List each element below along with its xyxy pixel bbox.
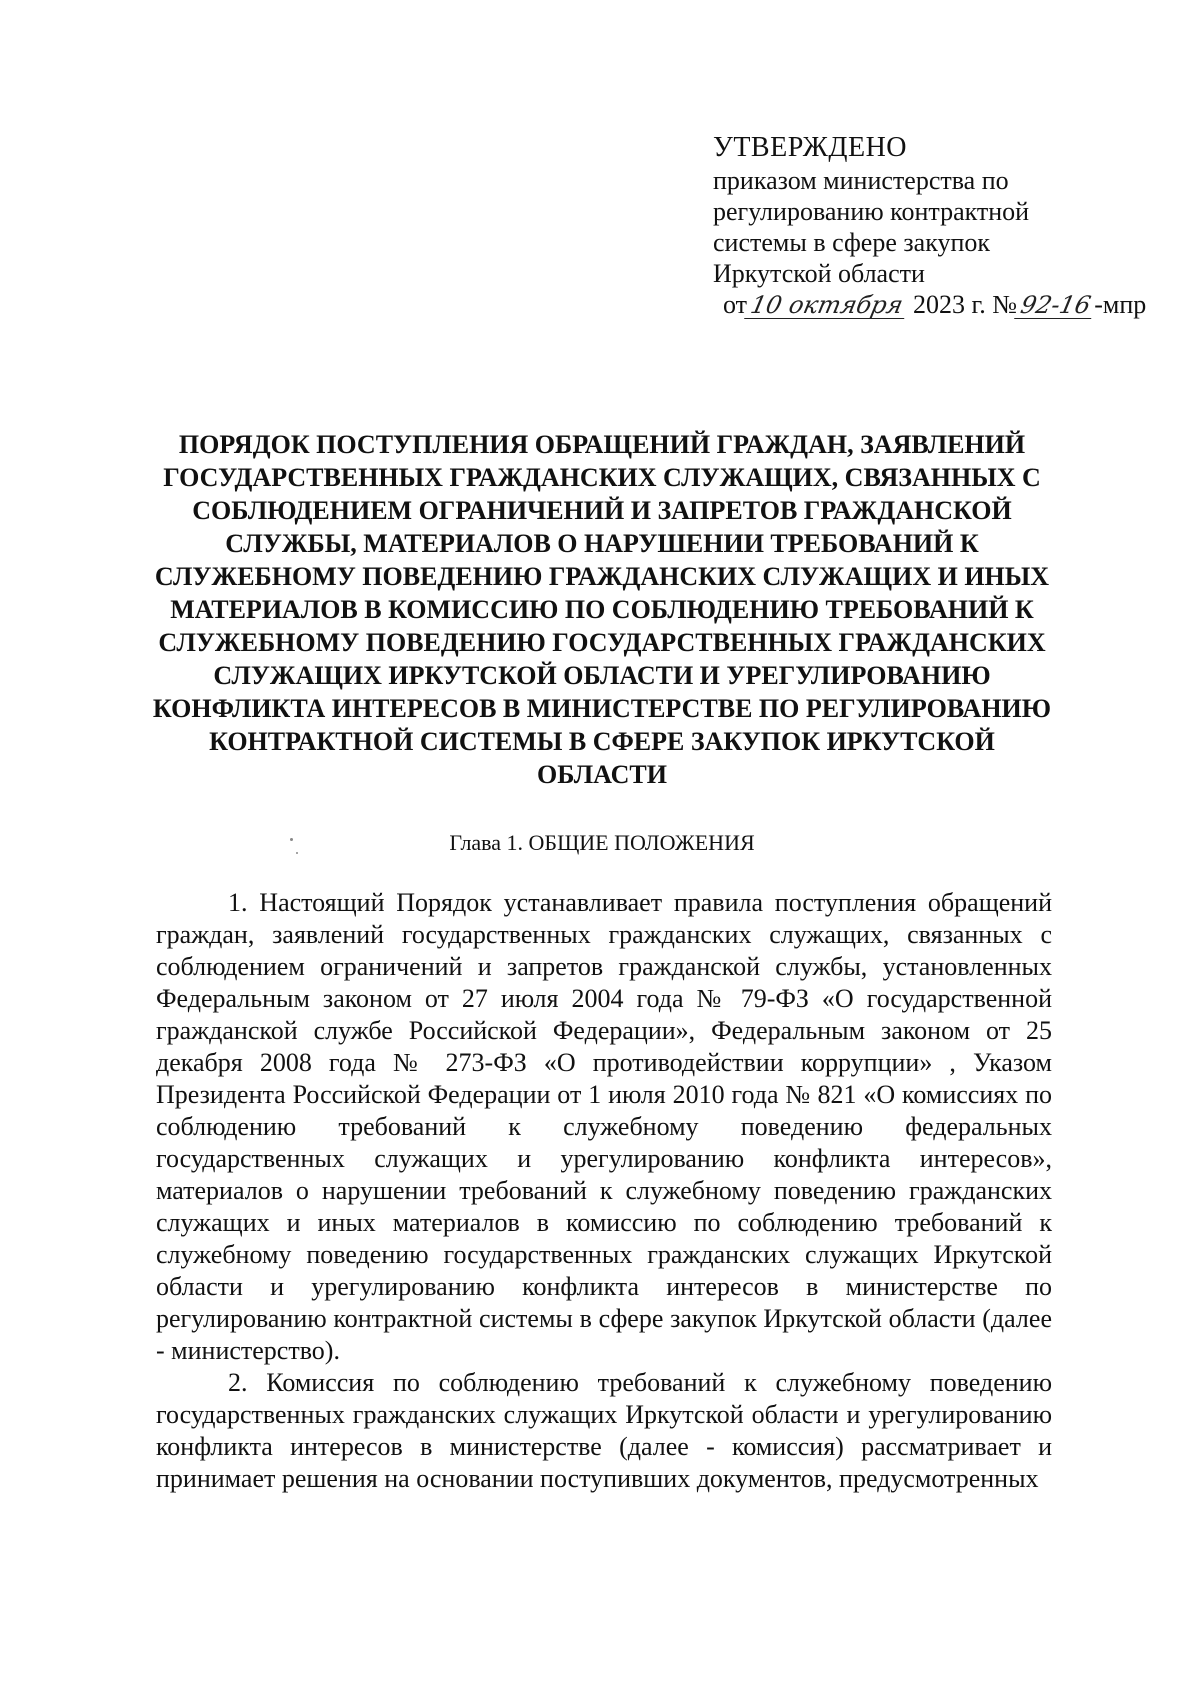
approval-line: Иркутской области: [713, 259, 925, 288]
approval-line: регулированию контрактной: [713, 197, 1030, 226]
handwritten-date: 10 октября: [744, 292, 909, 319]
paragraph: 1. Настоящий Порядок устанавливает правила поступления обращений граждан, заявлений государственных гражданских служащих, связанных с соблюдением ограничений и запретов гражданской службы, установленных Федеральным законом от 27 июля 2004 года № 79-ФЗ «О государственной гражданской службе Российской Федерации», Федеральным законом от 25 декабря 2008 года № 273-ФЗ «О противодействии коррупции» , Указом Президента Российской Федерации от 1 июля 2010 года № 821 «О комиссиях по соблюдению требований к служебному поведению федеральных государственных служащих и урегулированию конфликта интересов», материалов о нарушении требований к служебному поведению гражданских служащих и иных материалов в комиссию по соблюдению требований к служебному поведению государственных гражданских служащих Иркутской области и урегулированию конфликта интересов в министерстве по регулированию контрактной системы в сфере закупок Иркутской области (далее - министерство).: [156, 888, 1052, 1365]
number-suffix: -мпр: [1094, 290, 1147, 319]
year-text: 2023 г. №: [913, 290, 1018, 319]
date-prefix: от: [723, 290, 748, 319]
approval-line: системы в сфере закупок: [713, 228, 990, 257]
approval-block: [713, 132, 1153, 320]
document-title: ПОРЯДОК ПОСТУПЛЕНИЯ ОБРАЩЕНИЙ ГРАЖДАН, ЗАЯВЛЕНИЙ ГОСУДАРСТВЕННЫХ ГРАЖДАНСКИХ СЛУЖАЩИХ, СВЯЗАННЫХ С СОБЛЮДЕНИЕМ ОГРАНИЧЕНИЙ И ЗАПРЕТОВ ГРАЖДАНСКОЙ СЛУЖБЫ, МАТЕРИАЛОВ О НАРУШЕНИИ ТРЕБОВАНИЙ К СЛУЖЕБНОМУ ПОВЕДЕНИЮ ГРАЖДАНСКИХ СЛУЖАЩИХ И ИНЫХ МАТЕРИАЛОВ В КОМИССИЮ ПО СОБЛЮДЕНИЮ ТРЕБОВАНИЙ К СЛУЖЕБНОМУ ПОВЕДЕНИЮ ГОСУДАРСТВЕННЫХ ГРАЖДАНСКИХ СЛУЖАЩИХ ИРКУТСКОЙ ОБЛАСТИ И УРЕГУЛИРОВАНИЮ КОНФЛИКТА ИНТЕРЕСОВ В МИНИСТЕРСТВЕ ПО РЕГУЛИРОВАНИЮ КОНТРАКТНОЙ СИСТЕМЫ В СФЕРЕ ЗАКУПОК ИРКУТСКОЙ ОБЛАСТИ: [152, 430, 1052, 789]
paragraph: 2. Комиссия по соблюдению требований к служебному поведению государственных гражданских служащих Иркутской области и урегулированию конфликта интересов в министерстве (далее - комиссия) рассматривает и принимает решения на основании поступивших документов, предусмотренных: [156, 1368, 1052, 1493]
approval-dateline: [713, 289, 1153, 320]
approval-title: УТВЕРЖДЕНО: [713, 132, 908, 163]
document-body: [156, 887, 1052, 1495]
approval-line: приказом министерства по: [713, 166, 1009, 195]
chapter-heading: Глава 1. ОБЩИЕ ПОЛОЖЕНИЯ: [449, 830, 755, 855]
handwritten-number: 92-16: [1014, 292, 1097, 319]
